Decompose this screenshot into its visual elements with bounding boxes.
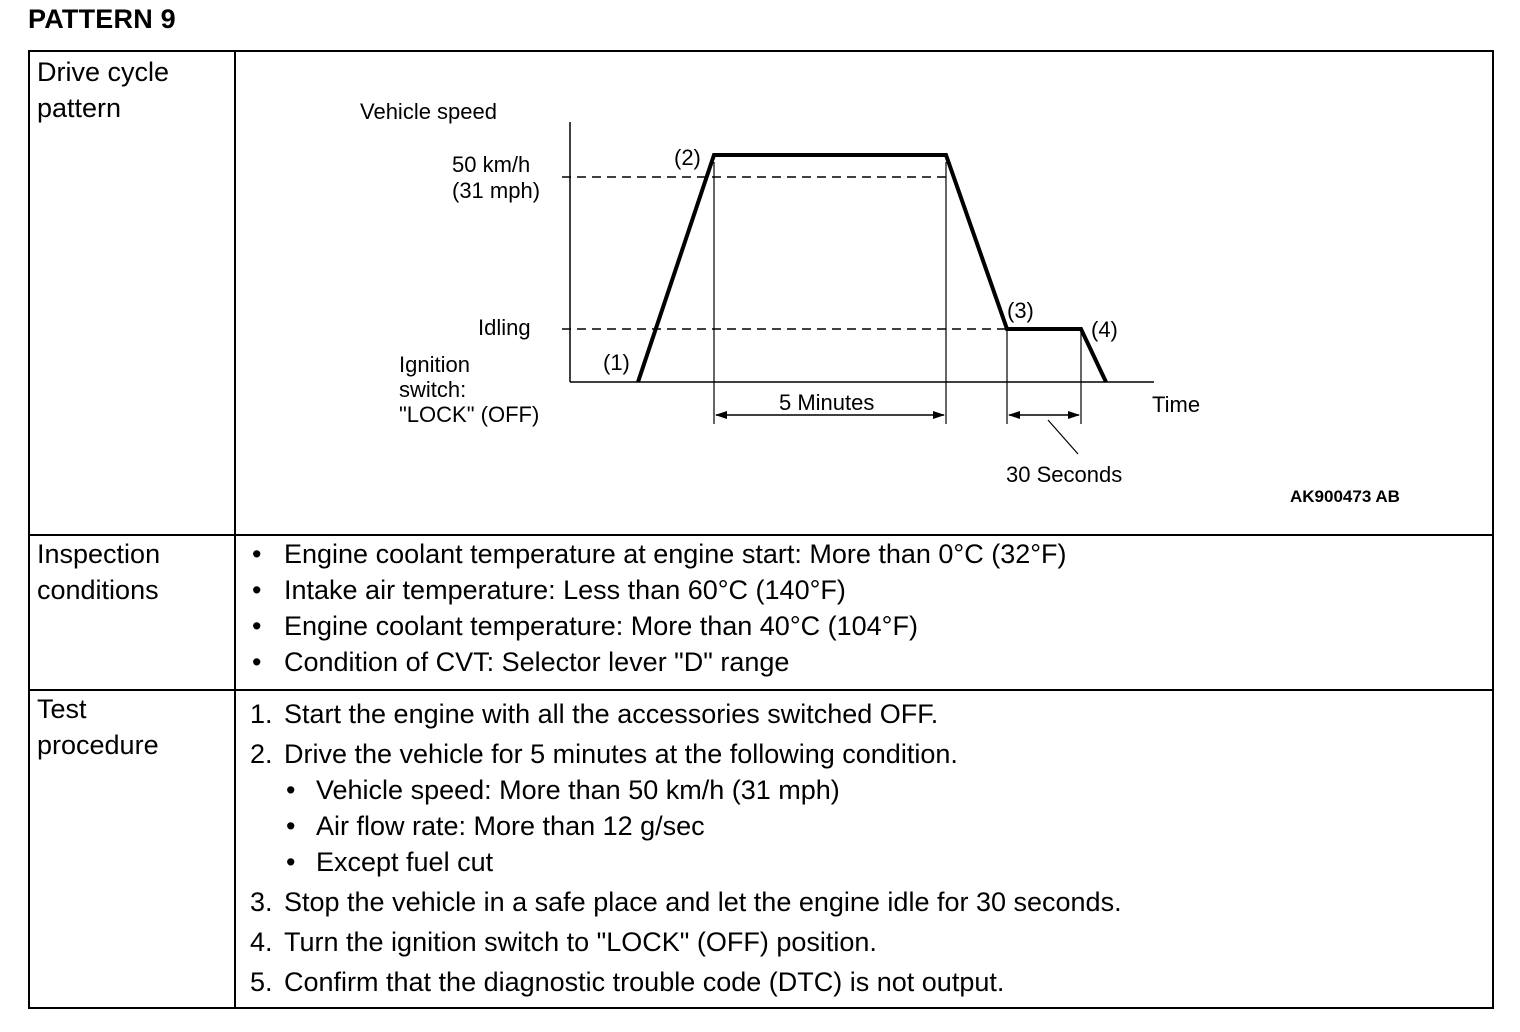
step-sub-list	[284, 772, 1122, 880]
five-minutes-label: 5 Minutes	[779, 390, 875, 415]
speed-profile-line	[638, 155, 1106, 382]
row-divider	[30, 689, 1492, 691]
drive-cycle-label	[37, 54, 169, 126]
inspection-conditions-list	[250, 536, 1067, 680]
ignition-label-line2: switch:	[399, 377, 467, 402]
point-label-3: (3)	[1007, 298, 1034, 323]
step-text: Stop the vehicle in a safe place and let the engine idle for 30 seconds.	[284, 887, 1122, 917]
list-item: • Engine coolant temperature: More than 40°C (104°F)	[250, 608, 1067, 644]
step-text: Drive the vehicle for 5 minutes at the following condition.	[284, 739, 958, 769]
point-label-4: (4)	[1091, 317, 1118, 342]
step-text: Turn the ignition switch to "LOCK" (OFF) position.	[284, 927, 877, 957]
test-procedure-steps	[250, 696, 1122, 1004]
pattern-table	[28, 50, 1494, 1009]
drive-cycle-diagram	[236, 52, 1492, 532]
procedure-step	[250, 884, 1122, 920]
step-text: Start the engine with all the accessories switched OFF.	[284, 699, 939, 729]
figure-code: AK900473 AB	[1290, 487, 1400, 506]
test-procedure-label-line1: Test	[37, 694, 87, 724]
x-axis-title: Time	[1152, 392, 1201, 417]
speed-label-mph: (31 mph)	[452, 178, 541, 203]
procedure-step	[250, 924, 1122, 960]
thirty-seconds-label: 30 Seconds	[1006, 462, 1123, 487]
drive-cycle-label-line1: Drive cycle	[37, 57, 170, 87]
test-procedure-label-line2: procedure	[37, 730, 159, 760]
drive-cycle-label-line2: pattern	[37, 93, 122, 123]
list-item: • Except fuel cut	[284, 844, 1122, 880]
point-label-1: (1)	[603, 350, 630, 375]
inspection-label-line1: Inspection	[37, 539, 161, 569]
step-text: Confirm that the diagnostic trouble code (DTC) is not output.	[284, 967, 1005, 997]
procedure-step	[250, 736, 1122, 880]
y-axis-title: Vehicle speed	[360, 99, 497, 124]
page-title: PATTERN 9	[28, 4, 176, 34]
point-label-2: (2)	[674, 145, 701, 170]
ignition-label-line1: Ignition	[399, 352, 470, 377]
idling-label: Idling	[478, 315, 531, 340]
inspection-label	[37, 536, 160, 608]
step-number: 5.	[250, 967, 273, 997]
procedure-step	[250, 964, 1122, 1000]
inspection-label-line2: conditions	[37, 575, 159, 605]
speed-label-kmh: 50 km/h	[452, 152, 531, 177]
step-number: 2.	[250, 739, 273, 769]
thirty-seconds-leader	[1048, 420, 1078, 454]
list-item: • Vehicle speed: More than 50 km/h (31 mph)	[284, 772, 1122, 808]
procedure-step	[250, 696, 1122, 732]
ignition-label-line3: "LOCK" (OFF)	[399, 402, 540, 427]
list-item: • Condition of CVT: Selector lever "D" range	[250, 644, 1067, 680]
step-number: 3.	[250, 887, 273, 917]
list-item: • Air flow rate: More than 12 g/sec	[284, 808, 1122, 844]
step-number: 1.	[250, 699, 273, 729]
list-item: • Engine coolant temperature at engine start: More than 0°C (32°F)	[250, 536, 1067, 572]
step-number: 4.	[250, 927, 273, 957]
list-item: • Intake air temperature: Less than 60°C (140°F)	[250, 572, 1067, 608]
test-procedure-label	[37, 691, 159, 763]
